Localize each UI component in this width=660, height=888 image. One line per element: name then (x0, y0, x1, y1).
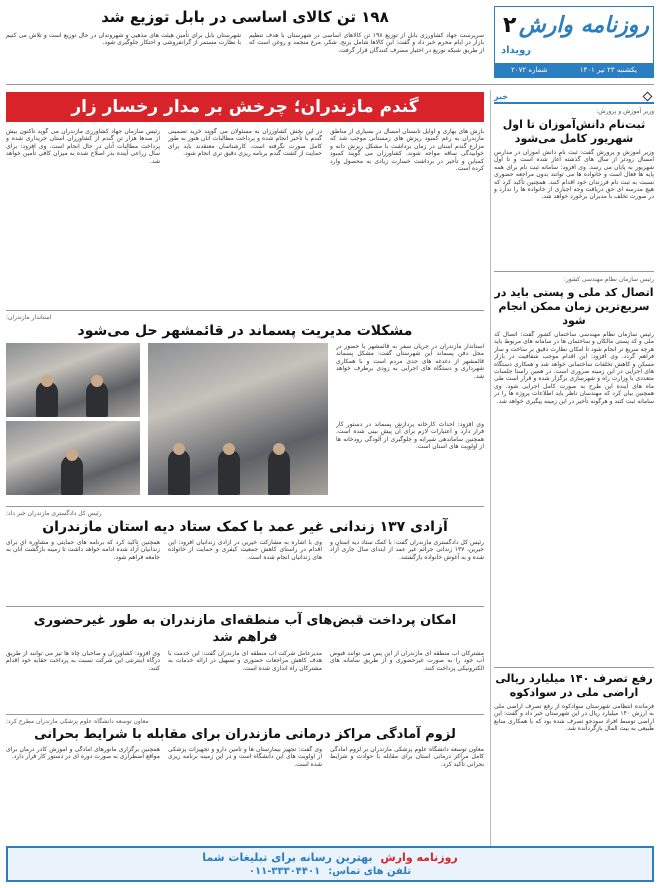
issue-number: شماره ۲۰۷۲ (511, 66, 548, 74)
ad-phone: ۰۱۱-۳۳۳۰۴۴۰۱ (248, 866, 321, 877)
section-name: رویداد (501, 45, 532, 56)
story-column: مشترکان آب منطقه ای مازندران از این پس می توانند قبوض آب خود را به صورت غیرحضوری و از طریق سامانه های الکترونیکی پرداخت کنند. (330, 650, 484, 672)
ad-tagline: بهترین رسانه برای تبلیغات شما (202, 851, 373, 864)
story-headline: مشکلات مدیریت پسماند در قائمشهر حل می‌شود (77, 323, 413, 339)
story-column: وی افزود: کشاورزان و صاحبان چاه ها نیز می توانند از طریق درگاه اینترنتی این شرکت نسبت به پرداخت حقابه خود اقدام کنند. (6, 650, 160, 672)
story-medical (6, 718, 484, 838)
story-headline: لزوم آمادگی مراکز درمانی مازندران برای مقابله با شرایط بحرانی (34, 727, 456, 742)
story-column: وی افزود: احداث کارخانه پردازش پسماند در دستور کار قرار دارد و اعتبارات لازم برای آن پیش بینی شده است. همچنین ساماندهی شیرابه و جلوگیری از آلودگی رودخانه ها از اولویت های استان است. (336, 421, 484, 451)
lead-headline: گندم مازندران؛ چرخش بر مدار رخسار زار (71, 97, 419, 117)
story-waste (6, 314, 484, 502)
story-kicker: رئیس کل دادگستری مازندران خبر داد: (6, 510, 102, 517)
masthead (494, 6, 654, 78)
story-kicker: معاون توسعه دانشگاه علوم پزشکی مازندران مطرح کرد: (6, 718, 149, 725)
ad-brand: روزنامه وارش (380, 851, 458, 864)
photo-stack (6, 343, 140, 495)
sidebar (494, 90, 654, 850)
story-column: همچنین تأکید کرد که برنامه های حمایتی و مشاوره ای برای زندانیان آزاد شده ادامه خواهد داشت تا زمینه بازگشت آنان به جامعه فراهم شود. (6, 539, 160, 561)
story-column: همچنین برگزاری مانورهای آمادگی و آموزش کادر درمان برای مواقع اضطراری به صورت دوره ای در دستور کار قرار دارد. (6, 746, 160, 761)
story-column: وی گفت: تجهیز بیمارستان ها و تأمین دارو و تجهیزات پزشکی از اولویت های این دانشگاه است و در این زمینه برنامه ریزی شده است. (168, 746, 322, 768)
lead-column: در این بخش کشاورزان به مسئولان می گویند خرید تضمینی گندم با تأخیر انجام شده و پرداخت مطالبات آنان هنوز به طور کامل صورت نگرفته است. کارشناسان معتقدند باید برای حمایت از کشت گندم برنامه ریزی دقیق تری انجام شود. (168, 128, 322, 158)
story-headline: امکان پرداخت قبض‌های آب منطقه‌ای مازندران به طور غیرحضوری فراهم شد (33, 613, 457, 645)
ad-phone-label: تلفن های تماس: (328, 866, 412, 877)
sidebar-body: فرمانده انتظامی شهرستان سوادکوه از رفع تصرف اراضی ملی به ارزش ۱۴۰ میلیارد ریال در این شهرستان خبر داد و گفت: این اراضی توسط افراد سودجو تصرف شده بود که با همکاری منابع طبیعی به بیت المال بازگردانده شد. (494, 703, 654, 733)
story-column: مدیرعامل شرکت آب منطقه ای مازندران گفت: این خدمت با هدف کاهش مراجعات حضوری و تسهیل در ارائه خدمات به مشترکان راه اندازی شده است. (168, 650, 322, 672)
top-story-column: شهرستان بابل برای تأمین هیئت های مذهبی و شهروندان در حال توزیع است و تلاش می کنیم با نظارت مستمر از گرانفروشی و احتکار جلوگیری شود. (6, 32, 241, 47)
lead-headline-banner (6, 92, 484, 122)
sidebar-label-bar (494, 90, 654, 104)
sidebar-title: ثبت‌نام دانش‌آموزان تا اول شهریور کامل می‌شود (502, 118, 646, 145)
sidebar-kicker: رئیس سازمان نظام مهندسی کشور: (563, 276, 654, 283)
photo-press-interview (6, 421, 140, 495)
story-column: معاون توسعه دانشگاه علوم پزشکی مازندران بر لزوم آمادگی کامل مراکز درمانی استان برای مقابله با حوادث و شرایط بحرانی تأکید کرد. (330, 746, 484, 768)
top-story-title: ۱۹۸ تن کالای اساسی در بابل توزیع شد (101, 8, 389, 26)
page-number: ۲ (503, 13, 517, 38)
sidebar-body: وزیر آموزش و پرورش گفت: ثبت نام دانش آموزان در مدارس امسال زودتر از سال های گذشته آغاز شده است و تا اول شهریور به پایان می رسد. وی افزود: سامانه ثبت نام برای همه پایه ها فعال است و خانواده ها می توانند بدون مراجعه حضوری نسبت به ثبت نام فرزندان خود اقدام کنند. همچنین تأکید کرد که هیچ مدرسه ای حق دریافت وجه اجباری از خانواده ها را ندارد و در صورت تخلف با مدیران برخورد خواهد شد. (494, 149, 654, 201)
sidebar-body: رئیس سازمان نظام مهندسی ساختمان کشور گفت: اتصال کد ملی و کد پستی مالکان و ساختمان ها در سامانه های مربوط باید هرچه سریع تر انجام شود تا امکان نظارت دقیق بر ساخت و ساز فراهم گردد. وی افزود: این اقدام موجب شفافیت در بازار مسکن و کاهش تخلفات ساختمانی خواهد شد و همکاری دستگاه های اجرایی در این زمینه ضروری است. در همین راستا جلسات متعددی با وزارت راه و شهرسازی برگزار شده و قرار است طی ماه های آینده این طرح به صورت کامل اجرایی شود. وی همچنین بیان کرد که مهندسان ناظر باید اطلاعات پروژه ها را در سامانه ثبت کنند و هرگونه تأخیر در این زمینه پیگیری خواهد شد. (494, 331, 654, 405)
diamond-icon (643, 91, 653, 101)
issue-date: یکشنبه ۲۳ تیر ۱۴۰۱ (579, 66, 637, 74)
sidebar-title: اتصال کد ملی و پستی باید در سریع‌ترین زمان ممکن انجام شود (494, 286, 654, 327)
story-prisoners (6, 510, 484, 602)
sidebar-kicker: وزیر آموزش و پرورش: (596, 108, 654, 115)
photo-site-visit (6, 343, 140, 417)
lead-body (6, 128, 484, 268)
top-story-column: سرپرست جهاد کشاورزی بابل از توزیع ۱۹۸ تن کالاهای اساسی در شهرستان با هدف تنظیم بازار در ایام محرم خبر داد و گفت: این کالاها شامل برنج، شکر، مرغ منجمد و روغن است که از طریق شبکه توزیع در اختیار مصرف کنندگان قرار گرفت. (249, 32, 484, 54)
advertisement-banner (6, 846, 654, 882)
sidebar-story (494, 672, 654, 793)
sidebar-story (494, 276, 654, 663)
sidebar-story (494, 108, 654, 267)
story-column: رئیس کل دادگستری مازندران گفت: با کمک ستاد دیه استان و خیرین، ۱۳۷ زندانی جرائم غیر عمد از ابتدای سال جاری آزاد شده و به آغوش خانواده بازگشتند. (330, 539, 484, 561)
story-water-bills (6, 610, 484, 710)
sidebar-label: خبر (494, 91, 509, 101)
issue-bar (495, 63, 653, 77)
story-headline: آزادی ۱۳۷ زندانی غیر عمد با کمک ستاد دیه استان مازندران (42, 519, 448, 535)
photo-officials-meeting (148, 343, 328, 495)
story-column: وی با اشاره به مشارکت خیرین در آزادی زندانیان افزود: این اقدام در راستای کاهش جمعیت کیفری و حمایت از خانواده های زندانیان انجام شده است. (168, 539, 322, 561)
story-text-block (336, 343, 484, 495)
sidebar-title: رفع تصرف ۱۴۰ میلیارد ریالی اراضی ملی در سوادکوه (495, 672, 653, 699)
newspaper-logo: روزنامه وارش (518, 13, 649, 38)
lead-column: رئیس سازمان جهاد کشاورزی مازندران می گوید تاکنون بیش از صدها هزار تن گندم از کشاورزان استان خریداری شده و پرداخت مطالبات آنان در حال انجام است. وی افزود: برای سال زراعی آینده بذر اصلاح شده به میزان کافی تأمین خواهد شد. (6, 128, 160, 165)
story-column: استاندار مازندران در جریان سفر به قائمشهر با حضور در محل دفن پسماند این شهرستان گفت: مشکل پسماند قائمشهر از دغدغه های جدی مردم است و با همکاری شهرداری و دستگاه های اجرایی به زودی برطرف خواهد شد. (336, 343, 484, 380)
lead-column: بارش های بهاری و اوایل تابستان امسال در بسیاری از مناطق مازندران به رغم کمبود ریزش های زمستانی موجب شد که مزارع گندم استان در زمان برداشت با مشکل ریزش دانه و خوابیدگی ساقه مواجه شوند. کشاورزان می گویند کمبود کمباین و تأخیر در برداشت خسارت زیادی به محصول وارد کرده است. (330, 128, 484, 173)
story-kicker: استاندار مازندران: (6, 314, 52, 321)
top-story (6, 8, 484, 80)
